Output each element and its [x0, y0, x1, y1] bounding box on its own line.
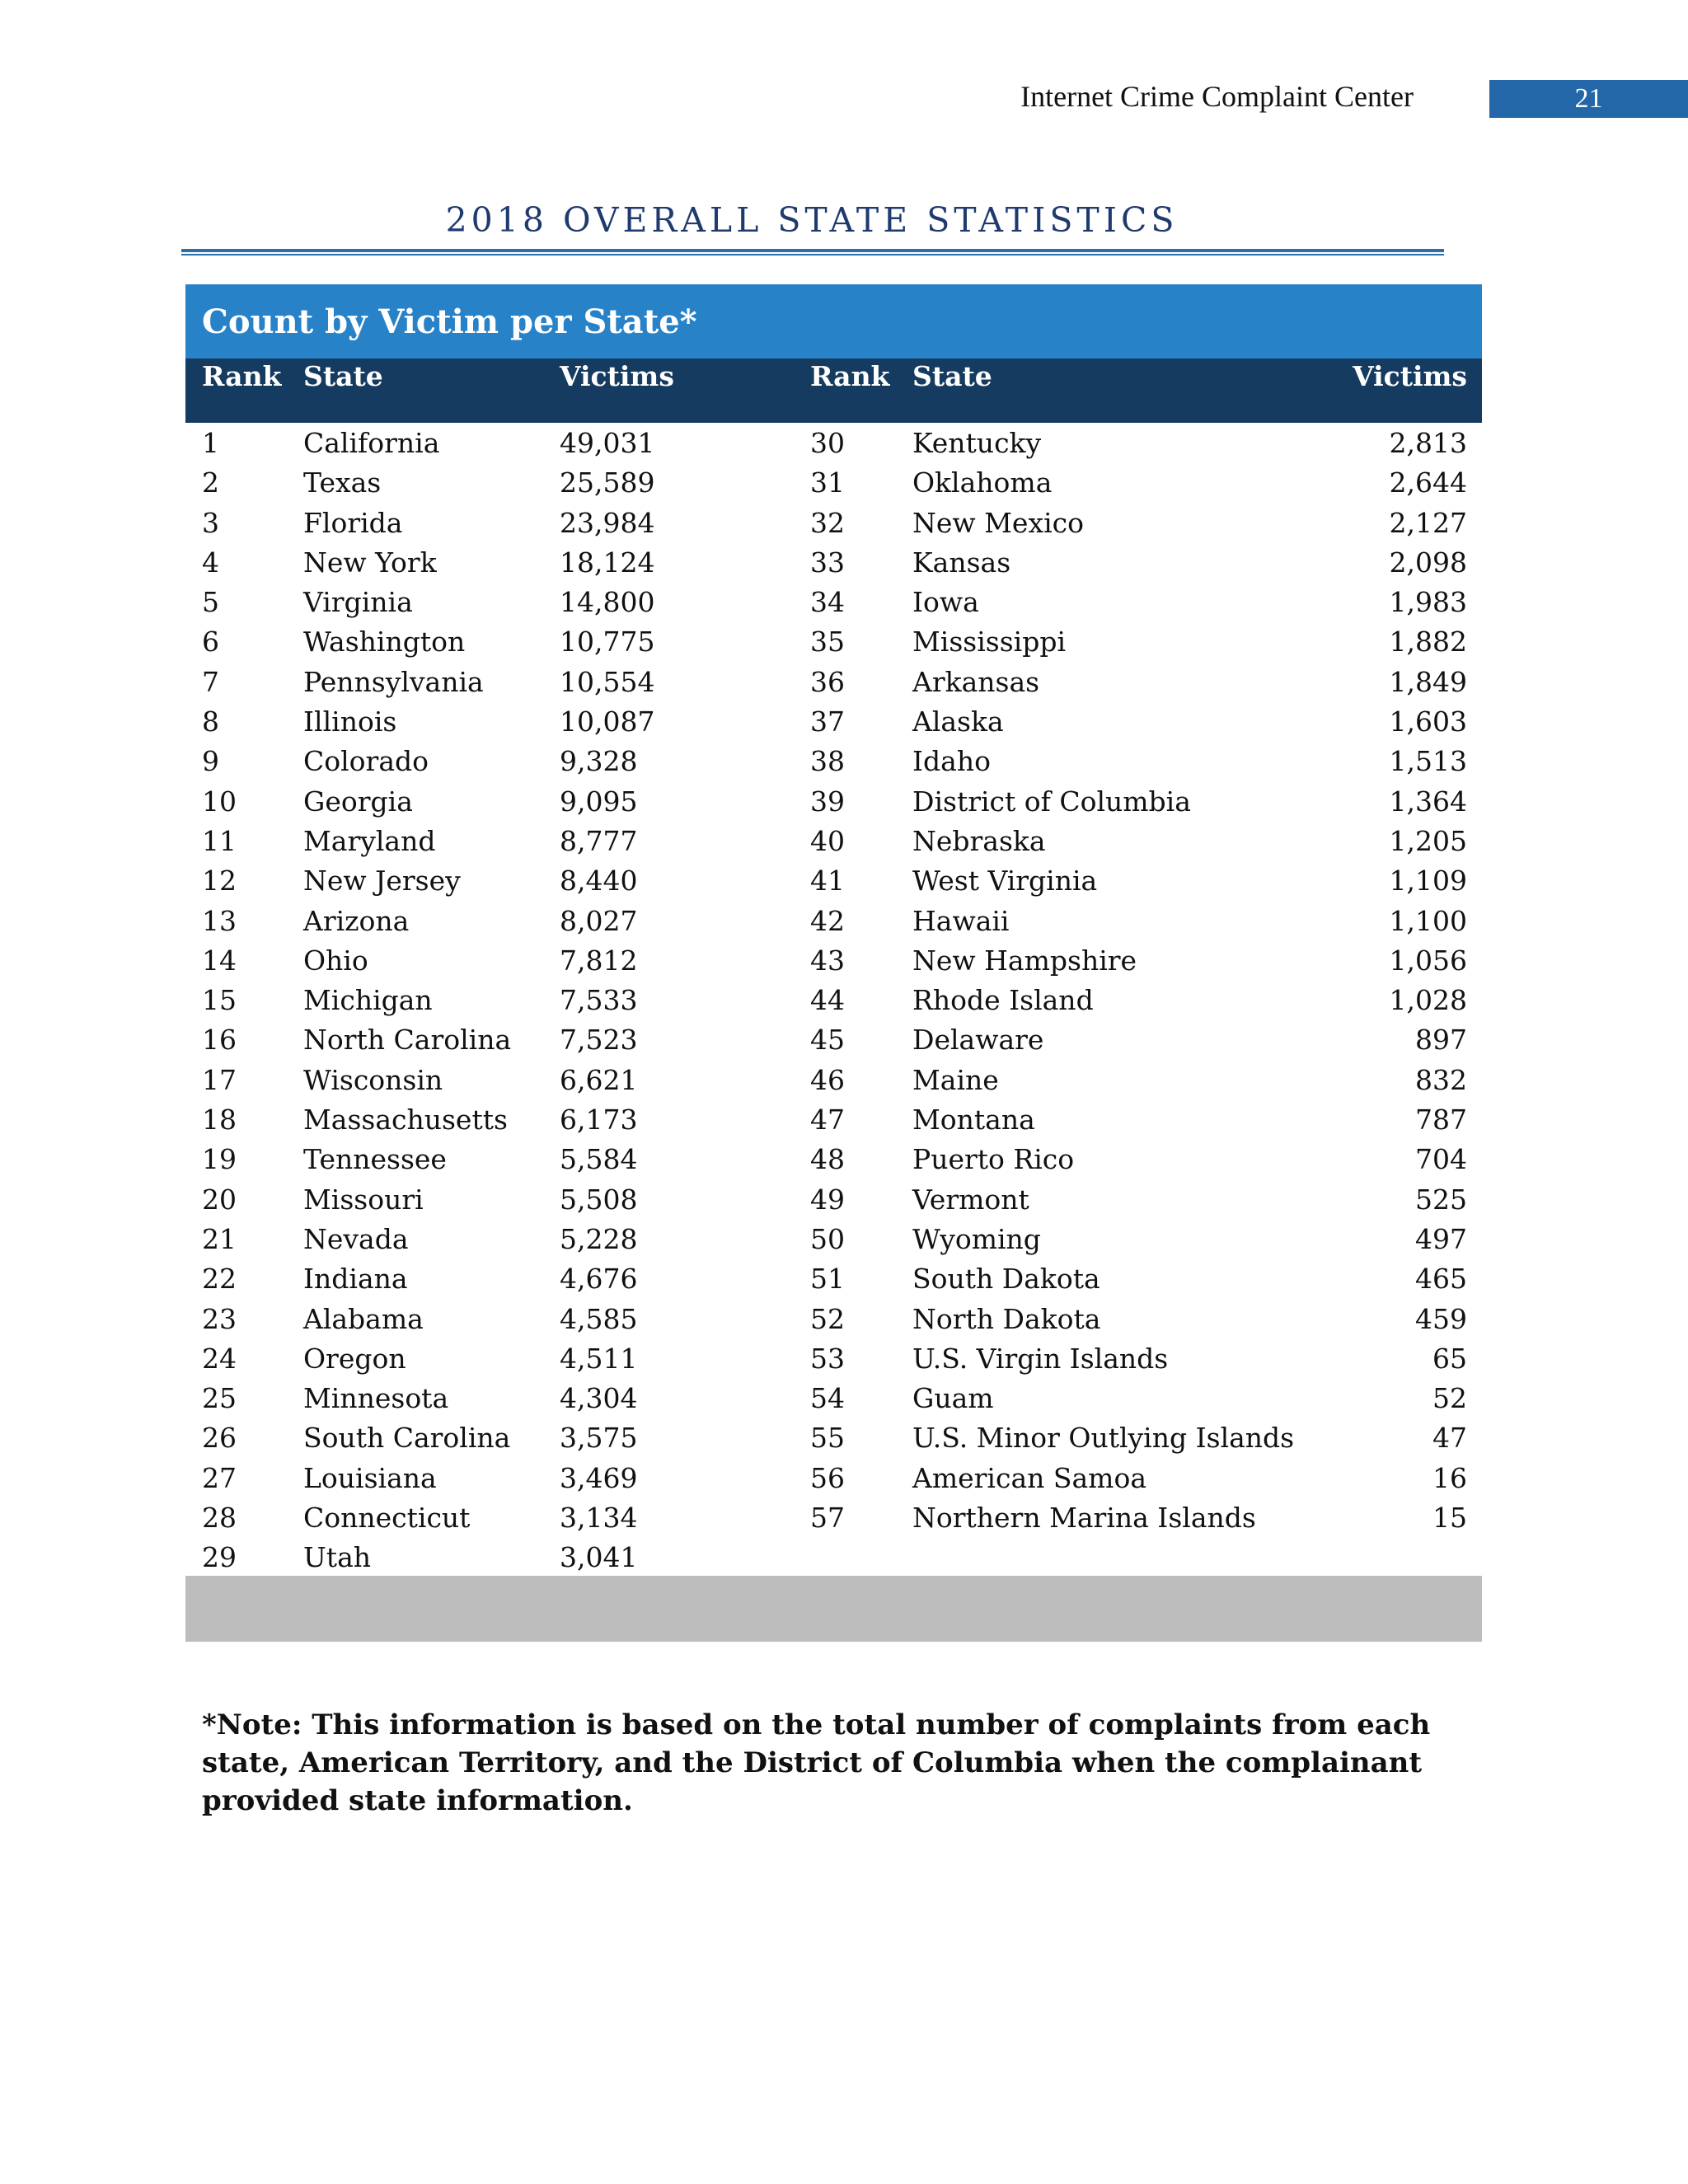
- state-cell: Arkansas: [912, 665, 1040, 698]
- rank-cell: 23: [202, 1302, 237, 1335]
- table-row: [0, 981, 1688, 1020]
- rank-cell: 50: [810, 1222, 845, 1255]
- column-header-victims-left: Victims: [560, 360, 674, 392]
- state-cell: Massachusetts: [303, 1104, 508, 1137]
- state-cell: Oregon: [303, 1342, 406, 1375]
- victims-cell: 2,813: [1389, 427, 1467, 459]
- state-cell: New Jersey: [303, 865, 461, 898]
- state-cell: New York: [303, 546, 437, 579]
- state-cell: Connecticut: [303, 1502, 471, 1535]
- table-row: [0, 1300, 1688, 1339]
- table-title: Count by Victim per State*: [185, 284, 1482, 359]
- table-row: [0, 702, 1688, 742]
- state-cell: Colorado: [303, 745, 429, 778]
- state-cell: North Carolina: [303, 1024, 512, 1057]
- victims-cell: 4,676: [560, 1263, 638, 1296]
- rank-cell: 55: [810, 1422, 845, 1455]
- state-cell: Wisconsin: [303, 1063, 443, 1096]
- rank-cell: 22: [202, 1263, 237, 1296]
- table-row: [0, 1020, 1688, 1060]
- state-cell: Indiana: [303, 1263, 408, 1296]
- rank-cell: 15: [202, 984, 237, 1017]
- rank-cell: 20: [202, 1183, 237, 1216]
- rank-cell: 30: [810, 427, 845, 459]
- rank-cell: 47: [810, 1104, 845, 1137]
- rank-cell: 4: [202, 546, 219, 579]
- table-row: [0, 1140, 1688, 1179]
- victims-cell: 897: [1415, 1024, 1467, 1057]
- victims-cell: 5,508: [560, 1183, 638, 1216]
- victims-cell: 1,100: [1389, 904, 1467, 937]
- state-cell: Florida: [303, 506, 403, 539]
- rank-cell: 43: [810, 944, 845, 977]
- rank-cell: 42: [810, 904, 845, 937]
- victims-cell: 3,469: [560, 1461, 638, 1494]
- victims-cell: 787: [1415, 1104, 1467, 1137]
- victims-cell: 8,777: [560, 824, 638, 857]
- victims-cell: 4,304: [560, 1382, 638, 1415]
- state-cell: Nevada: [303, 1222, 409, 1255]
- victims-cell: 52: [1432, 1382, 1467, 1415]
- state-cell: Puerto Rico: [912, 1143, 1075, 1176]
- state-cell: Alabama: [303, 1302, 424, 1335]
- table-row: [0, 1379, 1688, 1418]
- table-row: [0, 742, 1688, 781]
- victims-cell: 1,882: [1389, 626, 1467, 658]
- state-cell: U.S. Virgin Islands: [912, 1342, 1169, 1375]
- table-row: [0, 543, 1688, 583]
- table-row: [0, 622, 1688, 662]
- victims-cell: 8,440: [560, 865, 638, 898]
- state-cell: Delaware: [912, 1024, 1044, 1057]
- rank-cell: 18: [202, 1104, 237, 1137]
- column-header-victims-right: Victims: [1353, 360, 1467, 392]
- footnote: *Note: This information is based on the total number of complaints from each state, American Territory, and the District of Columbia when the complainant provided state information.: [202, 1708, 1431, 1817]
- rank-cell: 7: [202, 665, 219, 698]
- state-cell: Virginia: [303, 586, 413, 619]
- table-row: [0, 1418, 1688, 1458]
- victims-cell: 1,513: [1389, 745, 1467, 778]
- victims-cell: 5,584: [560, 1143, 638, 1176]
- victims-cell: 18,124: [560, 546, 655, 579]
- rank-cell: 12: [202, 865, 237, 898]
- victims-cell: 1,109: [1389, 865, 1467, 898]
- victims-cell: 704: [1415, 1143, 1467, 1176]
- victims-cell: 4,511: [560, 1342, 638, 1375]
- victims-cell: 2,098: [1389, 546, 1467, 579]
- state-cell: Northern Marina Islands: [912, 1502, 1256, 1535]
- state-cell: Minnesota: [303, 1382, 449, 1415]
- rank-cell: 35: [810, 626, 845, 658]
- title-rule-secondary: [181, 254, 1444, 255]
- rank-cell: 16: [202, 1024, 237, 1057]
- victims-cell: 10,775: [560, 626, 655, 658]
- victims-cell: 6,173: [560, 1104, 638, 1137]
- victims-cell: 1,205: [1389, 824, 1467, 857]
- victims-cell: 4,585: [560, 1302, 638, 1335]
- victims-cell: 1,849: [1389, 665, 1467, 698]
- table-body: [0, 424, 1688, 1578]
- table-row: [0, 1061, 1688, 1100]
- state-cell: Tennessee: [303, 1143, 447, 1176]
- rank-cell: 9: [202, 745, 219, 778]
- rank-cell: 19: [202, 1143, 237, 1176]
- state-cell: Utah: [303, 1541, 372, 1574]
- state-cell: Arizona: [303, 904, 410, 937]
- section-title: 2018 OVERALL STATE STATISTICS: [445, 200, 1179, 240]
- rank-cell: 53: [810, 1342, 845, 1375]
- state-cell: Texas: [303, 466, 382, 499]
- table-row: [0, 663, 1688, 702]
- state-cell: Ohio: [303, 944, 368, 977]
- victims-cell: 5,228: [560, 1222, 638, 1255]
- rank-cell: 31: [810, 466, 845, 499]
- rank-cell: 56: [810, 1461, 845, 1494]
- state-cell: American Samoa: [912, 1461, 1146, 1494]
- victims-cell: 16: [1432, 1461, 1467, 1494]
- state-cell: Kentucky: [912, 427, 1042, 459]
- rank-cell: 57: [810, 1502, 845, 1535]
- victims-cell: 6,621: [560, 1063, 638, 1096]
- table-row: [0, 1220, 1688, 1259]
- state-cell: U.S. Minor Outlying Islands: [912, 1422, 1295, 1455]
- victims-cell: 10,554: [560, 665, 655, 698]
- state-cell: Washington: [303, 626, 466, 658]
- state-cell: New Mexico: [912, 506, 1084, 539]
- rank-cell: 32: [810, 506, 845, 539]
- victims-cell: 1,364: [1389, 785, 1467, 818]
- rank-cell: 40: [810, 824, 845, 857]
- state-cell: Mississippi: [912, 626, 1066, 658]
- table-footer-bar: [185, 1576, 1482, 1642]
- rank-cell: 45: [810, 1024, 845, 1057]
- victims-cell: 15: [1432, 1502, 1467, 1535]
- victims-cell: 2,127: [1389, 506, 1467, 539]
- table-row: [0, 1100, 1688, 1140]
- state-cell: New Hampshire: [912, 944, 1137, 977]
- table-row: [0, 424, 1688, 463]
- state-cell: Kansas: [912, 546, 1011, 579]
- rank-cell: 54: [810, 1382, 845, 1415]
- victims-cell: 14,800: [560, 586, 655, 619]
- rank-cell: 34: [810, 586, 845, 619]
- rank-cell: 49: [810, 1183, 845, 1216]
- victims-cell: 497: [1415, 1222, 1467, 1255]
- column-header-state-left: State: [303, 360, 383, 392]
- victims-cell: 65: [1432, 1342, 1467, 1375]
- rank-cell: 27: [202, 1461, 237, 1494]
- table-row: [0, 782, 1688, 822]
- title-rule: [181, 249, 1444, 252]
- rank-cell: 10: [202, 785, 237, 818]
- table-row: [0, 1259, 1688, 1299]
- rank-cell: 26: [202, 1422, 237, 1455]
- rank-cell: 13: [202, 904, 237, 937]
- rank-cell: 24: [202, 1342, 237, 1375]
- victims-cell: 2,644: [1389, 466, 1467, 499]
- victims-cell: 9,095: [560, 785, 638, 818]
- state-cell: North Dakota: [912, 1302, 1101, 1335]
- table-row: [0, 1498, 1688, 1538]
- victims-cell: 3,575: [560, 1422, 638, 1455]
- state-cell: Hawaii: [912, 904, 1010, 937]
- rank-cell: 41: [810, 865, 845, 898]
- victims-cell: 459: [1415, 1302, 1467, 1335]
- rank-cell: 6: [202, 626, 219, 658]
- column-header-rank-left: Rank: [202, 360, 282, 392]
- rank-cell: 46: [810, 1063, 845, 1096]
- victims-cell: 47: [1432, 1422, 1467, 1455]
- state-cell: Alaska: [912, 705, 1004, 738]
- rank-cell: 2: [202, 466, 219, 499]
- state-cell: Guam: [912, 1382, 994, 1415]
- rank-cell: 48: [810, 1143, 845, 1176]
- rank-cell: 51: [810, 1263, 845, 1296]
- victims-cell: 1,603: [1389, 705, 1467, 738]
- column-header-state-right: State: [912, 360, 992, 392]
- rank-cell: 14: [202, 944, 237, 977]
- state-cell: South Carolina: [303, 1422, 511, 1455]
- rank-cell: 33: [810, 546, 845, 579]
- state-cell: Nebraska: [912, 824, 1046, 857]
- table-row: [0, 463, 1688, 503]
- state-cell: South Dakota: [912, 1263, 1100, 1296]
- victims-cell: 9,328: [560, 745, 638, 778]
- rank-cell: 29: [202, 1541, 237, 1574]
- state-cell: Idaho: [912, 745, 991, 778]
- table-row: [0, 902, 1688, 941]
- state-cell: Maine: [912, 1063, 999, 1096]
- rank-cell: 17: [202, 1063, 237, 1096]
- victims-cell: 3,041: [560, 1541, 638, 1574]
- table-row: [0, 822, 1688, 861]
- state-cell: District of Columbia: [912, 785, 1191, 818]
- state-cell: Oklahoma: [912, 466, 1053, 499]
- rank-cell: 44: [810, 984, 845, 1017]
- table-row: [0, 583, 1688, 622]
- rank-cell: 5: [202, 586, 219, 619]
- victims-cell: 23,984: [560, 506, 655, 539]
- rank-cell: 8: [202, 705, 219, 738]
- rank-cell: 36: [810, 665, 845, 698]
- rank-cell: 3: [202, 506, 219, 539]
- victims-cell: 525: [1415, 1183, 1467, 1216]
- state-cell: Louisiana: [303, 1461, 437, 1494]
- rank-cell: 37: [810, 705, 845, 738]
- rank-cell: 39: [810, 785, 845, 818]
- state-cell: Michigan: [303, 984, 433, 1017]
- victims-cell: 1,983: [1389, 586, 1467, 619]
- state-cell: Rhode Island: [912, 984, 1094, 1017]
- table-row: [0, 861, 1688, 901]
- state-cell: Illinois: [303, 705, 397, 738]
- victims-cell: 7,533: [560, 984, 638, 1017]
- state-cell: Maryland: [303, 824, 436, 857]
- table-row: [0, 1459, 1688, 1498]
- state-cell: Missouri: [303, 1183, 424, 1216]
- rank-cell: 21: [202, 1222, 237, 1255]
- victims-cell: 1,056: [1389, 944, 1467, 977]
- victims-cell: 3,134: [560, 1502, 638, 1535]
- table-row: [0, 1339, 1688, 1379]
- table-row: [0, 504, 1688, 543]
- table-row: [0, 941, 1688, 981]
- victims-cell: 7,812: [560, 944, 638, 977]
- state-cell: Vermont: [912, 1183, 1029, 1216]
- rank-cell: 52: [810, 1302, 845, 1335]
- page-number: 21: [1489, 80, 1688, 118]
- state-cell: West Virginia: [912, 865, 1098, 898]
- victims-cell: 832: [1415, 1063, 1467, 1096]
- table-row: [0, 1538, 1688, 1577]
- victims-cell: 465: [1415, 1263, 1467, 1296]
- rank-cell: 25: [202, 1382, 237, 1415]
- rank-cell: 28: [202, 1502, 237, 1535]
- victims-cell: 1,028: [1389, 984, 1467, 1017]
- rank-cell: 38: [810, 745, 845, 778]
- state-cell: California: [303, 427, 440, 459]
- victims-cell: 10,087: [560, 705, 655, 738]
- state-cell: Wyoming: [912, 1222, 1041, 1255]
- state-cell: Iowa: [912, 586, 979, 619]
- running-header: Internet Crime Complaint Center: [1020, 80, 1414, 113]
- state-cell: Pennsylvania: [303, 665, 484, 698]
- victims-cell: 8,027: [560, 904, 638, 937]
- table-row: [0, 1180, 1688, 1220]
- victims-cell: 25,589: [560, 466, 655, 499]
- rank-cell: 11: [202, 824, 237, 857]
- victims-cell: 7,523: [560, 1024, 638, 1057]
- column-header-rank-right: Rank: [810, 360, 890, 392]
- victims-cell: 49,031: [560, 427, 655, 459]
- rank-cell: 1: [202, 427, 219, 459]
- state-cell: Georgia: [303, 785, 413, 818]
- state-cell: Montana: [912, 1104, 1035, 1137]
